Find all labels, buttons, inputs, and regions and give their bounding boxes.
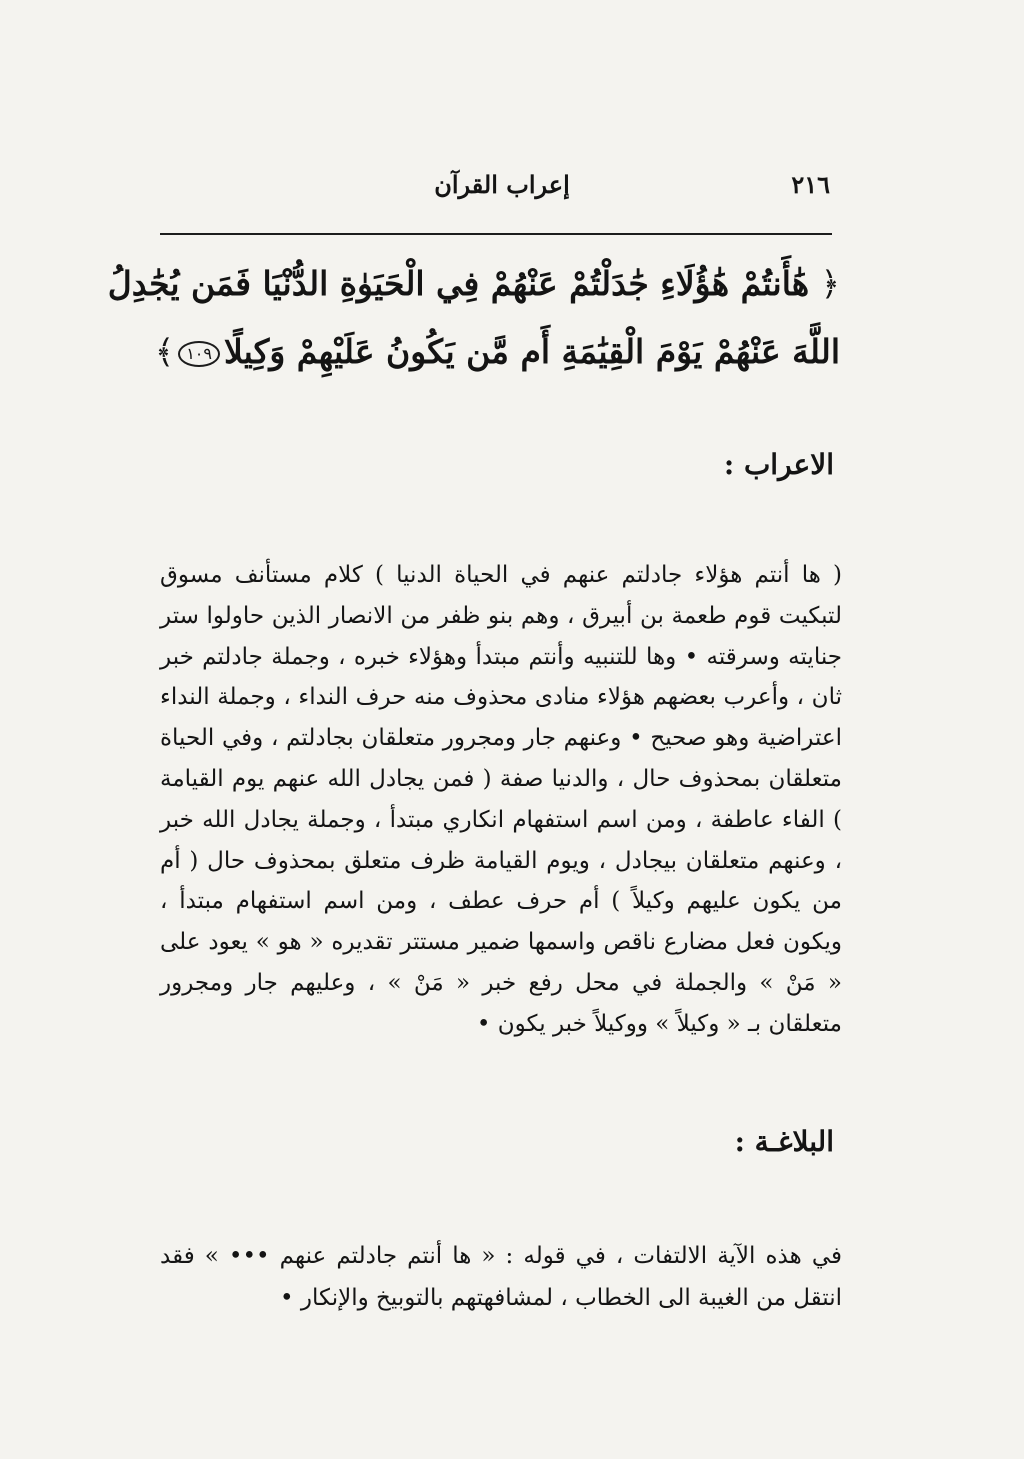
- running-header: [162, 170, 842, 210]
- verse-line-2: [154, 318, 840, 386]
- ayah-number-marker: ١٠٩: [178, 341, 220, 367]
- balagha-heading: البلاغـة :: [734, 1125, 834, 1158]
- verse-line-1-text: هَٰأَنتُمْ هَٰؤُلَاءِ جَٰدَلْتُمْ عَنْهُمْ فِي الْحَيَوٰةِ الدُّنْيَا فَمَن يُجَٰدِلُ: [107, 264, 810, 303]
- quran-verse: [107, 250, 840, 386]
- irab-heading: الاعراب :: [723, 448, 834, 481]
- balagha-paragraph: في هذه الآية الالتفات ، في قوله : « ها أنتم جادلتم عنهم ••• » فقد انتقل من الغيبة الى الخطاب ، لمشافهتهم بالتوبيخ والإنكار •: [160, 1243, 842, 1311]
- page-number: ٢١٦: [791, 170, 830, 199]
- verse-close-bracket: ﴾: [154, 332, 175, 371]
- verse-open-bracket: ﴿: [820, 264, 840, 303]
- book-title: إعراب القرآن: [434, 170, 570, 199]
- verse-line-2-text: اللَّهَ عَنْهُمْ يَوْمَ الْقِيَٰمَةِ أَم مَّن يَكُونُ عَلَيْهِمْ وَكِيلًا: [223, 332, 840, 371]
- header-divider: [160, 233, 832, 235]
- verse-line-1: [107, 250, 840, 318]
- irab-paragraph: ( ها أنتم هؤلاء جادلتم عنهم في الحياة الدنيا ) كلام مستأنف مسوق لتبكيت قوم طعمة بن أبيرق ، وهم بنو ظفر من الانصار الذين حاولوا ستر جنايته وسرقته • وها للتنبيه وأنتم مبتدأ وهؤلاء خبره ، وجملة جادلتم خبر ثان ، وأعرب بعضهم هؤلاء منادى محذوف منه حرف النداء ، وجملة النداء اعتراضية وهو صحيح • وعنهم جار ومجرور متعلقان بجادلتم ، وفي الحياة متعلقان بمحذوف حال ، والدنيا صفة ( فمن يجادل الله عنهم يوم القيامة ) الفاء عاطفة ، ومن اسم استفهام انكاري مبتدأ ، وجملة يجادل الله خبر ، وعنهم متعلقان بيجادل ، ويوم القيامة ظرف متعلق بمحذوف حال ( أم من يكون عليهم وكيلاً ) أم حرف عطف ، ومن اسم استفهام مبتدأ ، ويكون فعل مضارع ناقص واسمها ضمير مستتر تقديره « هو » يعود على « مَنْ » والجملة في محل رفع خبر « مَنْ » ، وعليهم جار ومجرور متعلقان بـ « وكيلاً » ووكيلاً خبر يكون •: [160, 562, 842, 1037]
